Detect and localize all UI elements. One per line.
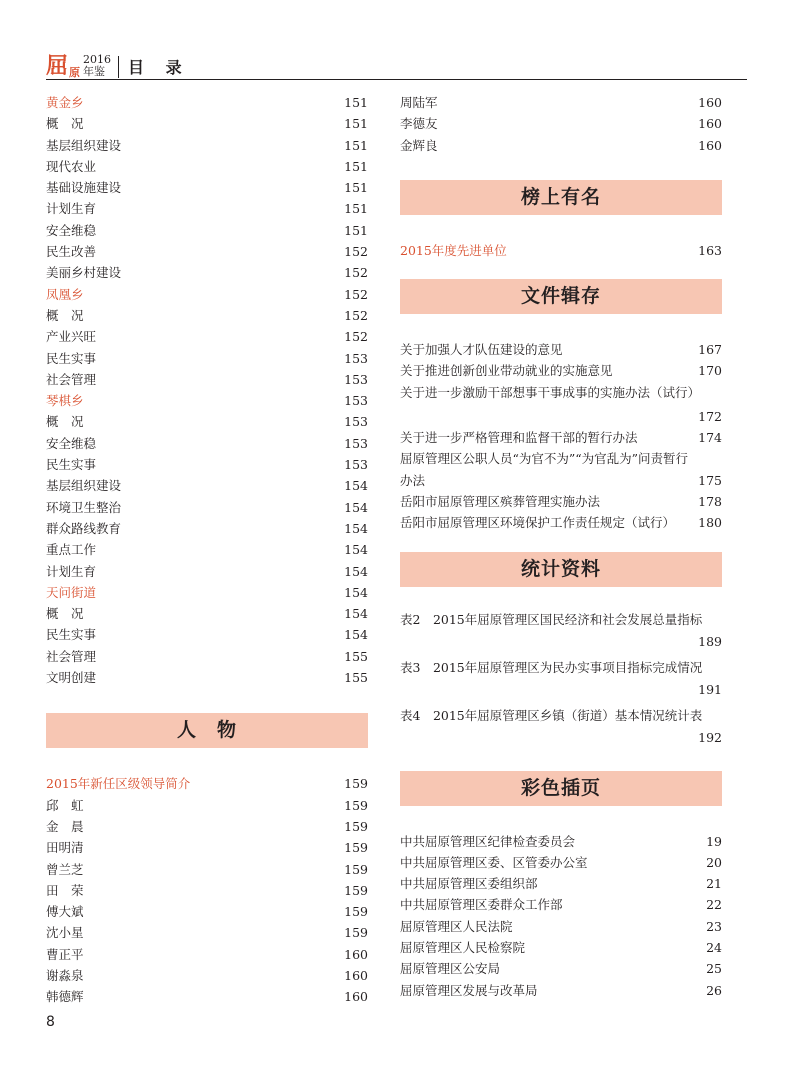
toc-entry[interactable] xyxy=(46,518,368,539)
toc-entry[interactable] xyxy=(46,603,368,624)
toc-list-honor xyxy=(400,240,722,261)
toc-entry-page: 21 xyxy=(706,876,722,892)
toc-entry[interactable] xyxy=(400,382,722,403)
toc-entry[interactable] xyxy=(46,859,368,880)
toc-entry-title: 李德友 xyxy=(400,116,438,132)
toc-entry-page: 159 xyxy=(344,882,368,898)
toc-entry[interactable] xyxy=(400,831,722,852)
toc-entry-page: 159 xyxy=(344,925,368,941)
toc-entry-title: 民生改善 xyxy=(46,244,97,260)
toc-entry-page: 154 xyxy=(344,542,368,558)
toc-entry-title: 屈原管理区公安局 xyxy=(400,961,501,977)
toc-list-townships xyxy=(46,92,368,688)
toc-entry[interactable] xyxy=(46,561,368,582)
toc-entry-title: 产业兴旺 xyxy=(46,329,97,345)
toc-entry-title: 民生实事 xyxy=(46,457,97,473)
toc-entry[interactable] xyxy=(400,512,722,533)
toc-entry-page: 159 xyxy=(344,818,368,834)
toc-list-people-cont xyxy=(400,92,722,156)
toc-entry-page: 159 xyxy=(344,776,368,792)
toc-entry-page: 25 xyxy=(706,961,722,977)
left-column xyxy=(46,92,368,1008)
toc-entry-title: 现代农业 xyxy=(46,158,97,174)
toc-entry-title: 关于加强人才队伍建设的意见 xyxy=(400,342,563,358)
toc-entry-page: 154 xyxy=(344,627,368,643)
toc-entry-title: 田明清 xyxy=(46,840,84,856)
toc-entry[interactable] xyxy=(46,177,368,198)
toc-entry-title: 天问街道 xyxy=(46,584,97,600)
logo-year: 2016 年鉴 xyxy=(83,53,112,78)
toc-entry[interactable] xyxy=(400,360,722,381)
toc-entry-title: 关于进一步严格管理和监督干部的暂行办法 xyxy=(400,430,638,446)
header-rule xyxy=(46,79,747,80)
toc-entry-title: 曾兰芝 xyxy=(46,861,84,877)
toc-entry-page: 154 xyxy=(344,584,368,600)
toc-entry-title: 群众路线教育 xyxy=(46,520,122,536)
toc-entry[interactable] xyxy=(400,657,722,701)
toc-entry-title: 沈小星 xyxy=(46,925,84,941)
toc-entry[interactable] xyxy=(400,958,722,979)
toc-group-heading[interactable] xyxy=(46,284,368,305)
toc-entry-title: 基础设施建设 xyxy=(46,180,122,196)
toc-entry[interactable] xyxy=(46,262,368,283)
toc-entry[interactable] xyxy=(46,965,368,986)
toc-entry-title: 金 晨 xyxy=(46,818,84,834)
toc-entry-title: 表2 2015年屈原管理区国民经济和社会发展总量指标 xyxy=(400,611,703,627)
toc-entry-page: 153 xyxy=(344,350,368,366)
toc-entry-title: 民生实事 xyxy=(46,350,97,366)
page-title: 目 录 xyxy=(128,58,190,77)
toc-entry-page: 26 xyxy=(706,982,722,998)
toc-entry-page: 160 xyxy=(344,946,368,962)
toc-entry-page: 192 xyxy=(698,729,722,745)
toc-entry-page: 153 xyxy=(344,414,368,430)
toc-entry[interactable] xyxy=(400,448,722,469)
toc-group-heading[interactable] xyxy=(46,92,368,113)
toc-entry-title: 社会管理 xyxy=(46,371,97,387)
toc-entry-page: 22 xyxy=(706,897,722,913)
toc-entry-page: 151 xyxy=(344,180,368,196)
toc-entry-page: 151 xyxy=(344,95,368,110)
toc-entry[interactable] xyxy=(400,339,722,360)
toc-list-docs xyxy=(400,339,722,533)
toc-list-people xyxy=(46,773,368,1007)
toc-entry-title: 屈原管理区发展与改革局 xyxy=(400,982,538,998)
toc-entry-page: 155 xyxy=(344,648,368,664)
toc-entry-title: 傅大斌 xyxy=(46,904,84,920)
section-header-docs: 文件辑存 xyxy=(400,279,722,314)
toc-entry-page: 20 xyxy=(706,854,722,870)
toc-entry-page: 189 xyxy=(698,633,722,649)
toc-entry-title: 表3 2015年屈原管理区为民办实事项目指标完成情况 xyxy=(400,659,703,675)
toc-entry-title: 概 况 xyxy=(46,116,84,132)
toc-entry[interactable] xyxy=(46,922,368,943)
header-separator xyxy=(118,56,119,78)
toc-entry-title: 计划生育 xyxy=(46,201,97,217)
toc-entry[interactable] xyxy=(46,454,368,475)
toc-entry-page: 160 xyxy=(698,116,722,132)
toc-entry-page: 159 xyxy=(344,904,368,920)
toc-entry-title: 中共屈原管理区委组织部 xyxy=(400,876,538,892)
toc-entry[interactable] xyxy=(46,433,368,454)
toc-group-heading[interactable] xyxy=(46,582,368,603)
toc-entry[interactable] xyxy=(46,135,368,156)
toc-entry-page: 159 xyxy=(344,840,368,856)
toc-entry[interactable] xyxy=(400,980,722,1001)
section-header-stats: 统计资料 xyxy=(400,552,722,587)
toc-entry-title: 2015年新任区级领导简介 xyxy=(46,776,191,792)
toc-entry-title: 周陆军 xyxy=(400,95,438,110)
toc-entry-title: 安全维稳 xyxy=(46,435,97,451)
toc-entry[interactable] xyxy=(400,113,722,134)
toc-group-heading[interactable] xyxy=(400,240,722,261)
toc-entry-page: 174 xyxy=(698,430,722,446)
toc-entry-page: 191 xyxy=(698,681,722,697)
toc-entry[interactable] xyxy=(46,411,368,432)
toc-entry-page: 180 xyxy=(698,515,722,531)
right-column xyxy=(400,92,722,1001)
running-header xyxy=(46,48,190,78)
toc-entry-page: 163 xyxy=(698,242,722,258)
toc-entry-title: 2015年度先进单位 xyxy=(400,242,507,258)
toc-entry[interactable] xyxy=(400,135,722,156)
toc-entry-title: 屈原管理区人民法院 xyxy=(400,918,513,934)
toc-entry[interactable] xyxy=(46,113,368,134)
toc-entry[interactable] xyxy=(46,369,368,390)
toc-entry-page: 172 xyxy=(698,409,722,425)
toc-entry[interactable] xyxy=(400,609,722,653)
toc-entry[interactable] xyxy=(400,491,722,512)
toc-entry-title: 安全维稳 xyxy=(46,222,97,238)
toc-entry-page: 170 xyxy=(698,363,722,379)
toc-entry[interactable] xyxy=(400,916,722,937)
toc-entry[interactable] xyxy=(46,220,368,241)
toc-entry-title: 韩德辉 xyxy=(46,989,84,1005)
toc-entry-page: 167 xyxy=(698,342,722,358)
page-number: 8 xyxy=(46,1014,55,1030)
toc-entry-title: 琴棋乡 xyxy=(46,393,84,409)
toc-entry-page: 160 xyxy=(344,967,368,983)
toc-entry[interactable] xyxy=(400,427,722,448)
toc-entry[interactable] xyxy=(46,348,368,369)
toc-entry-title: 基层组织建设 xyxy=(46,478,122,494)
toc-entry-title-cont: 办法 xyxy=(400,472,426,488)
toc-entry-title: 邱 虹 xyxy=(46,797,84,813)
toc-entry[interactable] xyxy=(46,646,368,667)
logo-sub: 原 xyxy=(69,66,81,79)
toc-entry[interactable] xyxy=(400,852,722,873)
toc-entry-page: 153 xyxy=(344,435,368,451)
toc-entry-page: 154 xyxy=(344,606,368,622)
toc-entry-title: 关于进一步激励干部想事干事成事的实施办法（试行） xyxy=(400,384,701,400)
toc-entry-title: 中共屈原管理区纪律检查委员会 xyxy=(400,833,576,849)
toc-entry-title: 凤凰乡 xyxy=(46,286,84,302)
toc-group-heading[interactable] xyxy=(46,390,368,411)
toc-entry-page: 153 xyxy=(344,393,368,409)
toc-entry-title: 屈原管理区公职人员“为官不为”“为官乱为”问责暂行 xyxy=(400,451,689,467)
toc-entry[interactable] xyxy=(46,475,368,496)
toc-entry[interactable] xyxy=(46,305,368,326)
toc-entry-title: 关于推进创新创业带动就业的实施意见 xyxy=(400,363,613,379)
toc-entry-page: 23 xyxy=(706,918,722,934)
toc-entry-page: 152 xyxy=(344,265,368,281)
toc-entry-title: 表4 2015年屈原管理区乡镇（街道）基本情况统计表 xyxy=(400,707,703,723)
toc-entry[interactable] xyxy=(46,667,368,688)
toc-entry-page: 175 xyxy=(698,472,722,488)
toc-entry-page: 154 xyxy=(344,520,368,536)
toc-entry-page: 154 xyxy=(344,478,368,494)
toc-entry-title: 美丽乡村建设 xyxy=(46,265,122,281)
toc-entry[interactable] xyxy=(46,326,368,347)
toc-entry[interactable] xyxy=(46,837,368,858)
toc-entry[interactable] xyxy=(46,156,368,177)
toc-entry-title: 概 况 xyxy=(46,414,84,430)
toc-entry-page: 151 xyxy=(344,137,368,153)
toc-entry[interactable] xyxy=(46,880,368,901)
toc-entry[interactable] xyxy=(400,705,722,749)
section-header-color-pages: 彩色插页 xyxy=(400,771,722,806)
toc-entry-page: 159 xyxy=(344,861,368,877)
toc-entry[interactable] xyxy=(46,944,368,965)
toc-entry-page: 178 xyxy=(698,493,722,509)
toc-entry-page: 24 xyxy=(706,940,722,956)
toc-group-heading[interactable] xyxy=(46,773,368,794)
toc-entry-title: 基层组织建设 xyxy=(46,137,122,153)
toc-entry-page: 152 xyxy=(344,244,368,260)
toc-entry-title: 金辉良 xyxy=(400,137,438,153)
toc-entry-title: 谢淼泉 xyxy=(46,967,84,983)
toc-entry-page: 154 xyxy=(344,499,368,515)
toc-entry-title: 社会管理 xyxy=(46,648,97,664)
toc-entry[interactable] xyxy=(46,497,368,518)
toc-entry[interactable] xyxy=(46,901,368,922)
toc-entry[interactable] xyxy=(46,624,368,645)
toc-entry[interactable] xyxy=(400,873,722,894)
toc-entry-title: 中共屈原管理区委群众工作部 xyxy=(400,897,563,913)
toc-entry-page: 153 xyxy=(344,457,368,473)
toc-entry-title: 岳阳市屈原管理区殡葬管理实施办法 xyxy=(400,493,601,509)
toc-entry-page: 151 xyxy=(344,222,368,238)
toc-entry-page: 19 xyxy=(706,833,722,849)
toc-entry[interactable] xyxy=(400,92,722,113)
toc-list-stats xyxy=(400,609,722,749)
toc-entry[interactable] xyxy=(46,241,368,262)
toc-entry-page: 151 xyxy=(344,116,368,132)
toc-entry-title: 文明创建 xyxy=(46,670,97,686)
toc-entry-title: 屈原管理区人民检察院 xyxy=(400,940,526,956)
toc-entry-title: 民生实事 xyxy=(46,627,97,643)
toc-entry-title: 中共屈原管理区委、区管委办公室 xyxy=(400,854,588,870)
toc-entry[interactable] xyxy=(400,894,722,915)
toc-entry-page: 159 xyxy=(344,797,368,813)
toc-entry-title: 岳阳市屈原管理区环境保护工作责任规定（试行） xyxy=(400,515,676,531)
toc-entry[interactable] xyxy=(400,937,722,958)
section-header-people: 人 物 xyxy=(46,713,368,748)
toc-entry-title: 田 荣 xyxy=(46,882,84,898)
toc-entry-page: 160 xyxy=(698,137,722,153)
toc-entry-title: 计划生育 xyxy=(46,563,97,579)
toc-entry[interactable] xyxy=(46,816,368,837)
toc-entry-page: 152 xyxy=(344,307,368,323)
toc-entry-page: 152 xyxy=(344,286,368,302)
toc-entry-page: 151 xyxy=(344,158,368,174)
section-header-honor: 榜上有名 xyxy=(400,180,722,215)
toc-entry[interactable] xyxy=(46,198,368,219)
toc-entry-title: 环境卫生整治 xyxy=(46,499,122,515)
toc-entry[interactable] xyxy=(46,986,368,1007)
toc-entry-title: 重点工作 xyxy=(46,542,97,558)
toc-entry-page: 160 xyxy=(344,989,368,1005)
toc-entry-page: 160 xyxy=(698,95,722,110)
toc-entry-page: 155 xyxy=(344,670,368,686)
toc-entry-title: 概 况 xyxy=(46,307,84,323)
toc-entry-title: 黄金乡 xyxy=(46,95,84,110)
toc-entry[interactable] xyxy=(46,795,368,816)
toc-entry[interactable] xyxy=(46,539,368,560)
toc-entry-page: 152 xyxy=(344,329,368,345)
toc-list-color-pages xyxy=(400,831,722,1001)
toc-entry-page: 153 xyxy=(344,371,368,387)
toc-entry-page: 154 xyxy=(344,563,368,579)
toc-entry-page: 151 xyxy=(344,201,368,217)
logo-mark: 屈 xyxy=(46,54,69,79)
toc-entry-title: 概 况 xyxy=(46,606,84,622)
toc-entry-title: 曹正平 xyxy=(46,946,84,962)
